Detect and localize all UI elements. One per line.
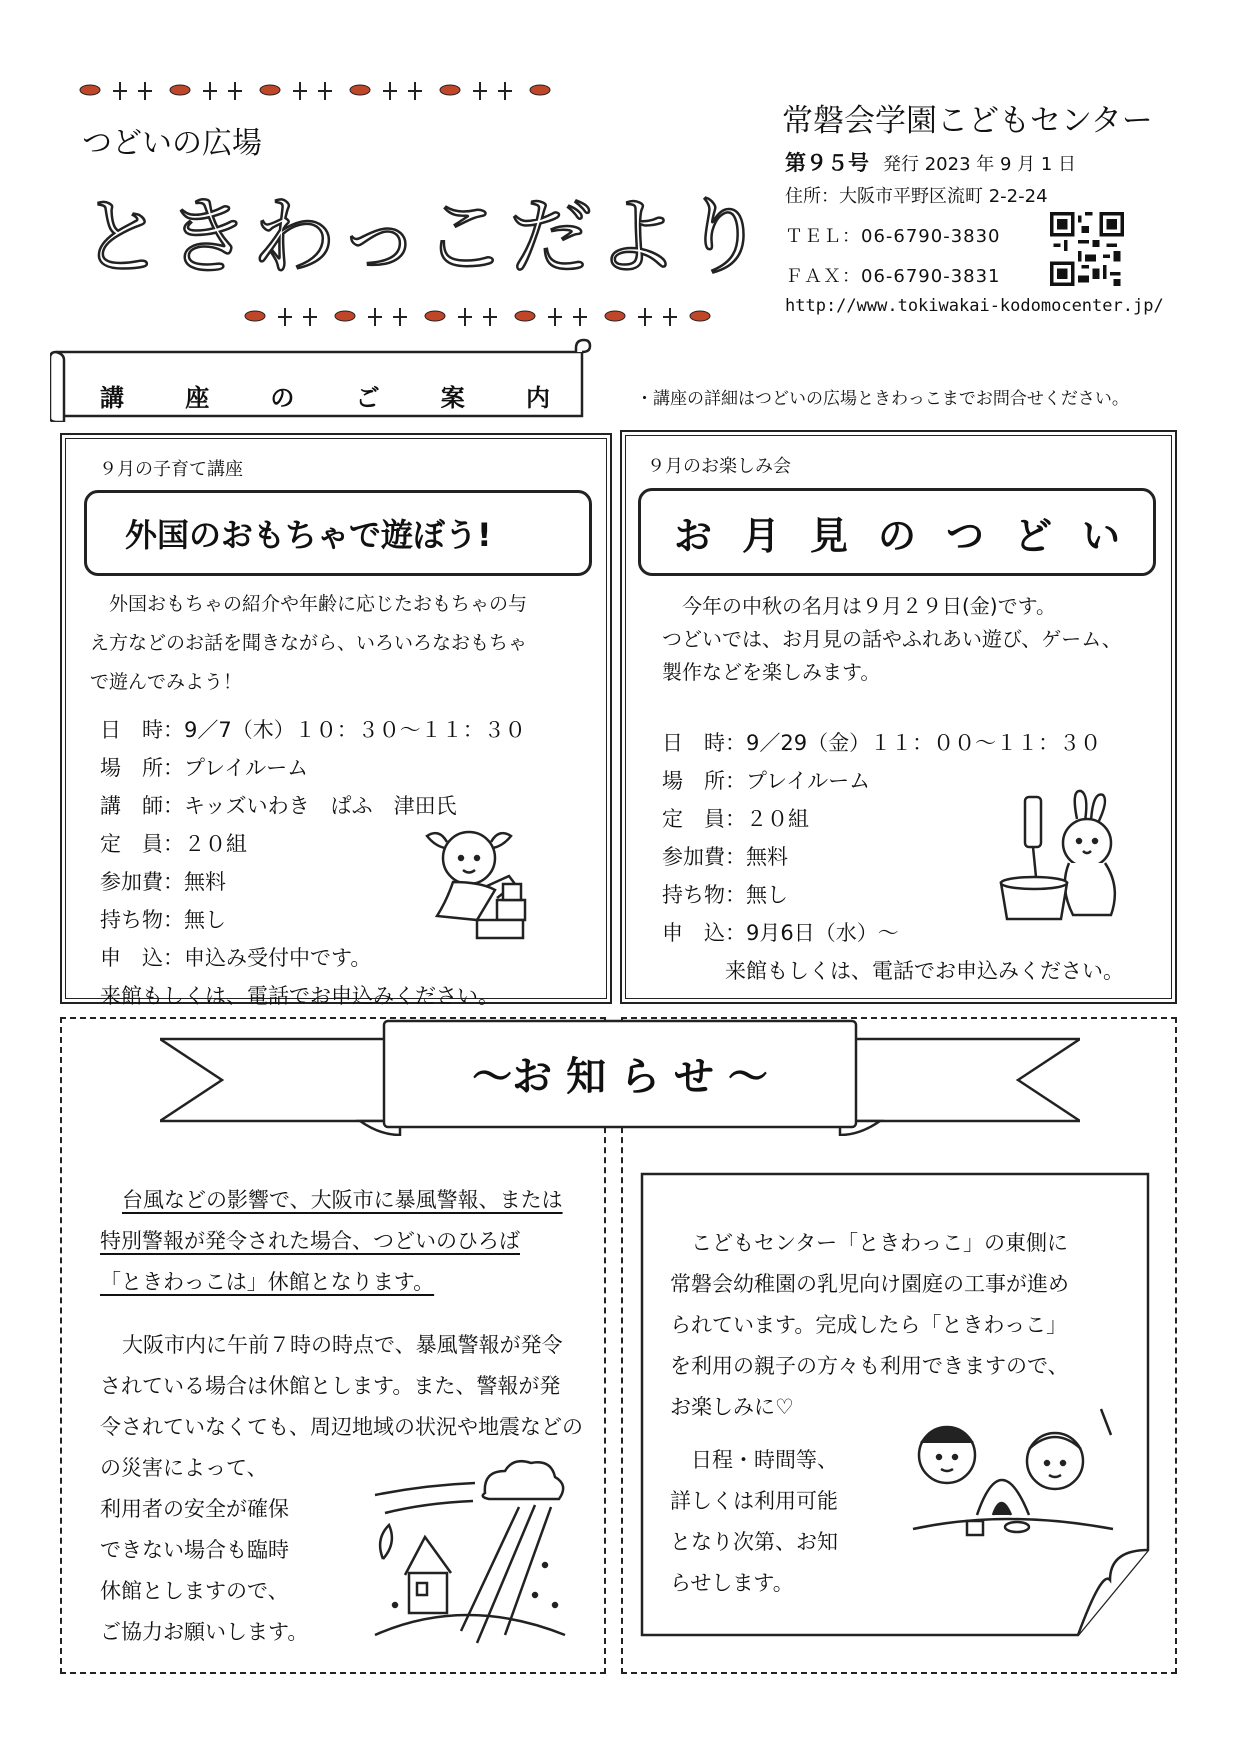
course-banner-heading: 講 座 の ご 案 内	[100, 384, 550, 412]
detail-belongings: 持ち物：無し	[100, 908, 226, 932]
organization-name: 常磐会学園こどもセンター	[782, 103, 1153, 139]
detail-place: 場 所：プレイルーム	[100, 756, 309, 780]
detail-instructor: 講 師：キッズいわき ぱふ 津田氏	[100, 794, 457, 818]
notice-schedule-body: 日程・時間等、 詳しくは利用可能 となり次第、お知 らせします。	[670, 1448, 838, 1595]
detail-application-method: 来館もしくは、電話でお申込みください。	[662, 959, 1124, 983]
dragonfly-decoration-top	[65, 72, 595, 108]
children-sandpit-illustration	[905, 1405, 1120, 1555]
left-course-title: 外国のおもちゃで遊ぼう!	[125, 516, 492, 554]
issue-date: 発行 2023 年 9 月 1 日	[883, 154, 1077, 175]
detail-fee: 参加費：無料	[100, 870, 226, 894]
issue-number: 第９５号	[785, 151, 869, 175]
right-course-description: 今年の中秋の名月は９月２９日(金)です。 つどいでは、お月見の話やふれあい遊び、ゲーム、 製作などを楽しみます。	[662, 594, 1122, 684]
notice-banner-title: ～お 知 ら せ ～	[472, 1054, 768, 1100]
website-url[interactable]: http://www.tokiwakai-kodomocenter.jp/	[785, 296, 1164, 316]
qr-code-icon[interactable]	[1050, 212, 1124, 286]
left-course-kicker: ９月の子育て講座	[99, 459, 243, 480]
address: 住所：大阪市平野区流町 2-2-24	[785, 186, 1048, 207]
child-playing-blocks-illustration	[417, 820, 557, 945]
detail-application: 申 込：申込み受付中です。	[100, 946, 372, 970]
newsletter-subtitle: つどいの広場	[82, 126, 262, 161]
detail-datetime: 日 時：9／7（木）１０：３０～１１：３０	[100, 718, 526, 742]
detail-capacity: 定 員：２０組	[100, 832, 247, 856]
left-course-panel	[60, 433, 612, 1008]
storm-house-illustration	[365, 1455, 570, 1650]
detail-capacity: 定 員：２０組	[662, 807, 809, 831]
left-course-title-box	[84, 490, 592, 576]
course-inquiry-note: ・講座の詳細はつどいの広場ときわっこまでお問合せください。	[636, 389, 1129, 409]
dragonfly-decoration-bottom	[235, 298, 725, 334]
rabbit-pounding-mochi-illustration	[987, 787, 1137, 927]
issue-line	[785, 147, 1076, 177]
telephone: ＴＥＬ：06-6790-3830	[785, 226, 1001, 247]
right-course-title-box: お 月 見 の つ ど い	[638, 488, 1156, 576]
notice-storm-body: 大阪市内に午前７時の時点で、暴風警報が発令 されている場合は休館とします。また、警報が発 令されていなくても、周辺地域の状況や地震などの の災害によって、 利用者の安全が確保 できない場合も臨時 休館としますので、 ご協力お願いします。	[100, 1333, 583, 1644]
fax: ＦＡＸ：06-6790-3831	[785, 266, 1001, 287]
detail-application-method: 来館もしくは、電話でお申込みください。	[100, 984, 499, 1008]
left-course-description: 外国おもちゃの紹介や年齢に応じたおもちゃの与 え方などのお話を聞きながら、いろいろなおもちゃ で遊んでみよう！	[90, 593, 528, 693]
newsletter-title: ときわっこだより	[80, 188, 768, 286]
right-course-panel	[620, 430, 1177, 1004]
detail-place: 場 所：プレイルーム	[662, 769, 871, 793]
notice-construction-body: こどもセンター「ときわっこ」の東側に 常磐会幼稚園の乳児向け園庭の工事が進め られています。完成したら「ときわっこ」 を利用の親子の方々も利用できますので、 お楽しみに♡	[670, 1231, 1069, 1419]
detail-application: 申 込：9月6日（水）～	[662, 921, 899, 945]
detail-datetime: 日 時：9／29（金）１１：００～１１：３０	[662, 731, 1102, 755]
detail-belongings: 持ち物：無し	[662, 883, 788, 907]
right-course-kicker: ９月のお楽しみ会	[647, 456, 791, 477]
detail-fee: 参加費：無料	[662, 845, 788, 869]
notice-storm-underlined: 台風などの影響で、大阪市に暴風警報、または 特別警報が発令された場合、つどいのひろば 「ときわっこは」休館となります。	[100, 1188, 563, 1294]
